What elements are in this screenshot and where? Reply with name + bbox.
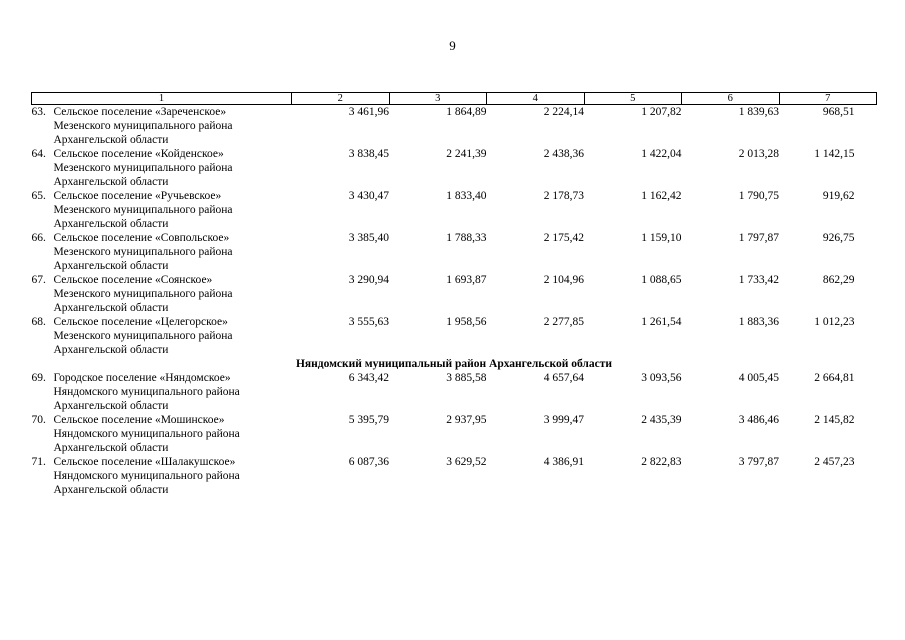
value-cell: 3 093,56 bbox=[641, 372, 682, 384]
settlement-name-line: Архангельской области bbox=[53, 218, 169, 230]
settlement-name-cell bbox=[32, 371, 292, 413]
settlement-name-line: Архангельской области bbox=[53, 344, 169, 356]
settlement-name-cell bbox=[32, 189, 292, 231]
settlement-name-line: Сельское поселение «Целегорское» bbox=[53, 316, 228, 328]
value-cell: 1 159,10 bbox=[641, 232, 682, 244]
header-row bbox=[32, 93, 877, 105]
settlement-name-cell bbox=[32, 231, 292, 273]
value-cell: 2 175,42 bbox=[543, 232, 584, 244]
table-row bbox=[32, 147, 877, 189]
value-cell: 1 142,15 bbox=[814, 148, 855, 160]
value-cell: 1 833,40 bbox=[446, 190, 487, 202]
row-number: 71. bbox=[31, 456, 46, 468]
settlement-name-line: Сельское поселение «Совпольское» bbox=[53, 232, 230, 244]
settlement-name-line: Мезенского муниципального района bbox=[53, 330, 233, 342]
row-number: 64. bbox=[31, 148, 46, 160]
settlement-name-line: Мезенского муниципального района bbox=[53, 120, 233, 132]
value-cell: 3 999,47 bbox=[543, 414, 584, 426]
value-cell: 1 422,04 bbox=[641, 148, 682, 160]
page-number: 9 bbox=[449, 38, 456, 53]
settlement-name-line: Няндомского муниципального района bbox=[53, 428, 240, 440]
value-cell: 3 797,87 bbox=[738, 456, 779, 468]
value-cell: 968,51 bbox=[822, 106, 855, 118]
value-cell: 919,62 bbox=[822, 190, 855, 202]
value-cell: 2 013,28 bbox=[738, 148, 779, 160]
value-cell: 1 733,42 bbox=[738, 274, 779, 286]
value-cell: 2 435,39 bbox=[641, 414, 682, 426]
table-row bbox=[32, 315, 877, 357]
row-number: 63. bbox=[31, 106, 46, 118]
row-number: 65. bbox=[31, 190, 46, 202]
settlement-name-line: Сельское поселение «Зареченское» bbox=[53, 106, 227, 118]
value-cell: 2 822,83 bbox=[641, 456, 682, 468]
table-row bbox=[32, 371, 877, 413]
column-header: 6 bbox=[682, 93, 780, 105]
value-cell: 6 087,36 bbox=[348, 456, 389, 468]
value-cell: 5 395,79 bbox=[348, 414, 389, 426]
value-cell: 1 207,82 bbox=[641, 106, 682, 118]
value-cell: 2 178,73 bbox=[543, 190, 584, 202]
value-cell: 2 145,82 bbox=[814, 414, 855, 426]
settlement-name-cell bbox=[32, 413, 292, 455]
settlement-name-line: Мезенского муниципального района bbox=[53, 204, 233, 216]
value-cell: 1 797,87 bbox=[738, 232, 779, 244]
value-cell: 4 386,91 bbox=[543, 456, 584, 468]
value-cell: 3 885,58 bbox=[446, 372, 487, 384]
table-body bbox=[32, 105, 877, 498]
row-number: 69. bbox=[31, 372, 46, 384]
value-cell: 2 937,95 bbox=[446, 414, 487, 426]
settlement-name-line: Архангельской области bbox=[53, 442, 169, 454]
value-cell: 1 162,42 bbox=[641, 190, 682, 202]
value-cell: 1 788,33 bbox=[446, 232, 487, 244]
value-cell: 4 005,45 bbox=[738, 372, 779, 384]
table-row bbox=[32, 105, 877, 148]
settlement-name-line: Сельское поселение «Койденское» bbox=[53, 148, 224, 160]
value-cell: 2 664,81 bbox=[814, 372, 855, 384]
value-cell: 2 277,85 bbox=[543, 316, 584, 328]
value-cell: 1 839,63 bbox=[738, 106, 779, 118]
settlement-name-line: Сельское поселение «Ручьевское» bbox=[53, 190, 222, 202]
value-cell: 1 261,54 bbox=[641, 316, 682, 328]
settlement-name-line: Архангельской области bbox=[53, 260, 169, 272]
value-cell: 2 457,23 bbox=[814, 456, 855, 468]
settlement-name-line: Няндомского муниципального района bbox=[53, 470, 240, 482]
value-cell: 1 088,65 bbox=[641, 274, 682, 286]
row-number: 66. bbox=[31, 232, 46, 244]
value-cell: 3 290,94 bbox=[348, 274, 389, 286]
value-cell: 3 430,47 bbox=[348, 190, 389, 202]
value-cell: 2 104,96 bbox=[543, 274, 584, 286]
settlement-name-line: Городское поселение «Няндомское» bbox=[53, 372, 231, 384]
data-table bbox=[31, 92, 877, 497]
value-cell: 6 343,42 bbox=[348, 372, 389, 384]
value-cell: 2 241,39 bbox=[446, 148, 487, 160]
value-cell: 4 657,64 bbox=[543, 372, 584, 384]
settlement-name-line: Няндомского муниципального района bbox=[53, 386, 240, 398]
value-cell: 1 864,89 bbox=[446, 106, 487, 118]
column-header: 3 bbox=[389, 93, 487, 105]
row-number: 70. bbox=[31, 414, 46, 426]
value-cell: 862,29 bbox=[822, 274, 855, 286]
table-row bbox=[32, 189, 877, 231]
table-row bbox=[32, 455, 877, 497]
settlement-name-line: Архангельской области bbox=[53, 484, 169, 496]
column-header: 2 bbox=[292, 93, 390, 105]
settlement-name-cell bbox=[32, 455, 292, 497]
row-number: 67. bbox=[31, 274, 46, 286]
column-header: 1 bbox=[32, 93, 292, 105]
column-header: 5 bbox=[584, 93, 682, 105]
value-cell: 926,75 bbox=[822, 232, 855, 244]
value-cell: 3 486,46 bbox=[738, 414, 779, 426]
settlement-name-cell bbox=[32, 315, 292, 357]
table-row bbox=[32, 231, 877, 273]
settlement-name-cell bbox=[32, 105, 292, 148]
section-title: Няндомский муниципальный район Архангельской области bbox=[295, 358, 613, 370]
settlement-name-line: Мезенского муниципального района bbox=[53, 288, 233, 300]
value-cell: 3 555,63 bbox=[348, 316, 389, 328]
value-cell: 2 438,36 bbox=[543, 148, 584, 160]
column-header: 4 bbox=[487, 93, 585, 105]
value-cell: 3 629,52 bbox=[446, 456, 487, 468]
value-cell: 1 958,56 bbox=[446, 316, 487, 328]
value-cell: 1 012,23 bbox=[814, 316, 855, 328]
settlement-name-line: Мезенского муниципального района bbox=[53, 162, 233, 174]
settlement-name-line: Сельское поселение «Шалакушское» bbox=[53, 456, 236, 468]
settlement-name-cell bbox=[32, 147, 292, 189]
settlement-name-line: Архангельской области bbox=[53, 134, 169, 146]
value-cell: 1 693,87 bbox=[446, 274, 487, 286]
settlement-name-line: Мезенского муниципального района bbox=[53, 246, 233, 258]
settlement-name-line: Архангельской области bbox=[53, 302, 169, 314]
column-header: 7 bbox=[779, 93, 877, 105]
value-cell: 1 883,36 bbox=[738, 316, 779, 328]
value-cell: 3 461,96 bbox=[348, 106, 389, 118]
row-number: 68. bbox=[31, 316, 46, 328]
table-row bbox=[32, 273, 877, 315]
value-cell: 2 224,14 bbox=[543, 106, 584, 118]
settlement-name-cell bbox=[32, 273, 292, 315]
settlement-name-line: Сельское поселение «Соянское» bbox=[53, 274, 213, 286]
settlement-name-line: Сельское поселение «Мошинское» bbox=[53, 414, 225, 426]
value-cell: 1 790,75 bbox=[738, 190, 779, 202]
value-cell: 3 385,40 bbox=[348, 232, 389, 244]
section-header-row bbox=[32, 357, 877, 371]
table-row bbox=[32, 413, 877, 455]
settlement-name-line: Архангельской области bbox=[53, 176, 169, 188]
settlement-name-line: Архангельской области bbox=[53, 400, 169, 412]
value-cell: 3 838,45 bbox=[348, 148, 389, 160]
